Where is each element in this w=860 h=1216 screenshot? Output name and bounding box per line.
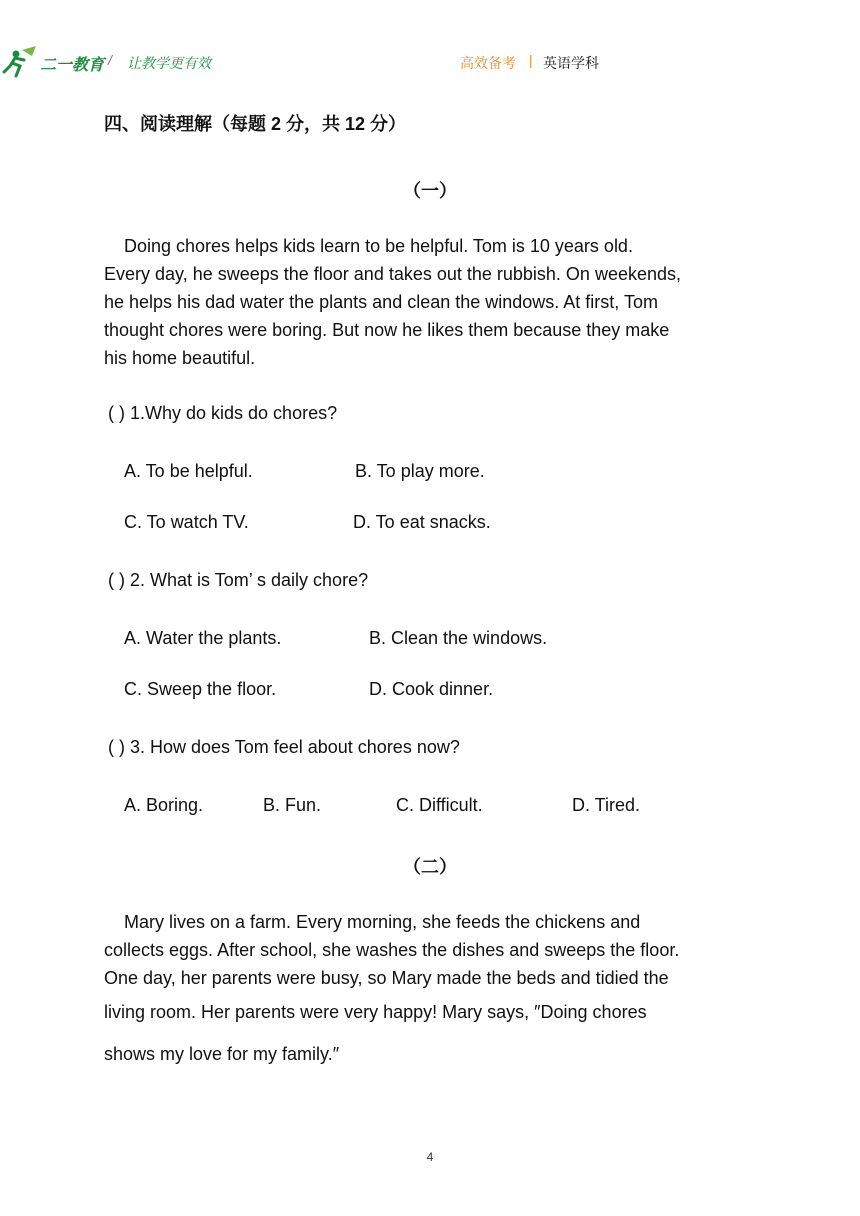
q1-option-b: B. To play more.	[355, 461, 485, 481]
passage-line: Mary lives on a farm. Every morning, she feeds the chickens and	[124, 912, 641, 932]
passage-line: One day, her parents were busy, so Mary made the beds and tidied the	[104, 968, 669, 988]
passage-two	[104, 908, 764, 1068]
passage-line: his home beautiful.	[104, 348, 256, 368]
page-header	[0, 40, 860, 80]
passage-line: Every day, he sweeps the floor and takes out the rubbish. On weekends,	[104, 264, 682, 284]
passage-line: collects eggs. After school, she washes the dishes and sweeps the floor.	[104, 940, 680, 960]
passage-line: Doing chores helps kids learn to be helpful. Tom is 10 years old.	[124, 236, 633, 256]
page-number: 4	[426, 1150, 434, 1164]
logo-text: 二一教育	[40, 57, 105, 74]
q3-option-c: C. Difficult.	[396, 795, 483, 815]
q2-option-b: B. Clean the windows.	[369, 628, 548, 648]
passage-line: he helps his dad water the plants and clean the windows. At first, Tom	[104, 292, 658, 312]
q3-option-a: A. Boring.	[124, 795, 204, 815]
section-title: 四、阅读理解（每题 2 分，共 12 分）	[104, 114, 407, 134]
header-separator: |	[529, 52, 533, 68]
subject-label: 英语学科	[543, 55, 599, 71]
passage-line: thought chores were boring. But now he likes them because they make	[104, 320, 670, 340]
question-3-stem: ( ) 3. How does Tom feel about chores now?	[108, 737, 460, 757]
part-two-label: （二）	[403, 857, 457, 877]
passage-line: living room. Her parents were very happy! Mary says, ″Doing chores	[104, 1002, 647, 1022]
q2-option-c: C. Sweep the floor.	[124, 679, 277, 699]
q1-option-d: D. To eat snacks.	[353, 512, 491, 532]
passage-line: shows my love for my family.″	[104, 1044, 340, 1064]
passage-one	[104, 232, 764, 372]
question-1-stem: ( ) 1.Why do kids do chores?	[108, 403, 338, 423]
runner-logo-icon	[2, 46, 42, 80]
q3-option-b: B. Fun.	[263, 795, 322, 815]
q1-option-c: C. To watch TV.	[124, 512, 249, 532]
slogan: 让教学更有效	[127, 55, 211, 71]
exam-label: 高效备考	[460, 55, 516, 71]
question-2-stem: ( ) 2. What is Tom’ s daily chore?	[108, 570, 369, 590]
slogan-divider: /	[108, 52, 112, 68]
q1-option-a: A. To be helpful.	[124, 461, 253, 481]
part-one-label: （一）	[403, 181, 457, 201]
q2-option-d: D. Cook dinner.	[369, 679, 494, 699]
q2-option-a: A. Water the plants.	[124, 628, 282, 648]
q3-option-d: D. Tired.	[572, 795, 641, 815]
